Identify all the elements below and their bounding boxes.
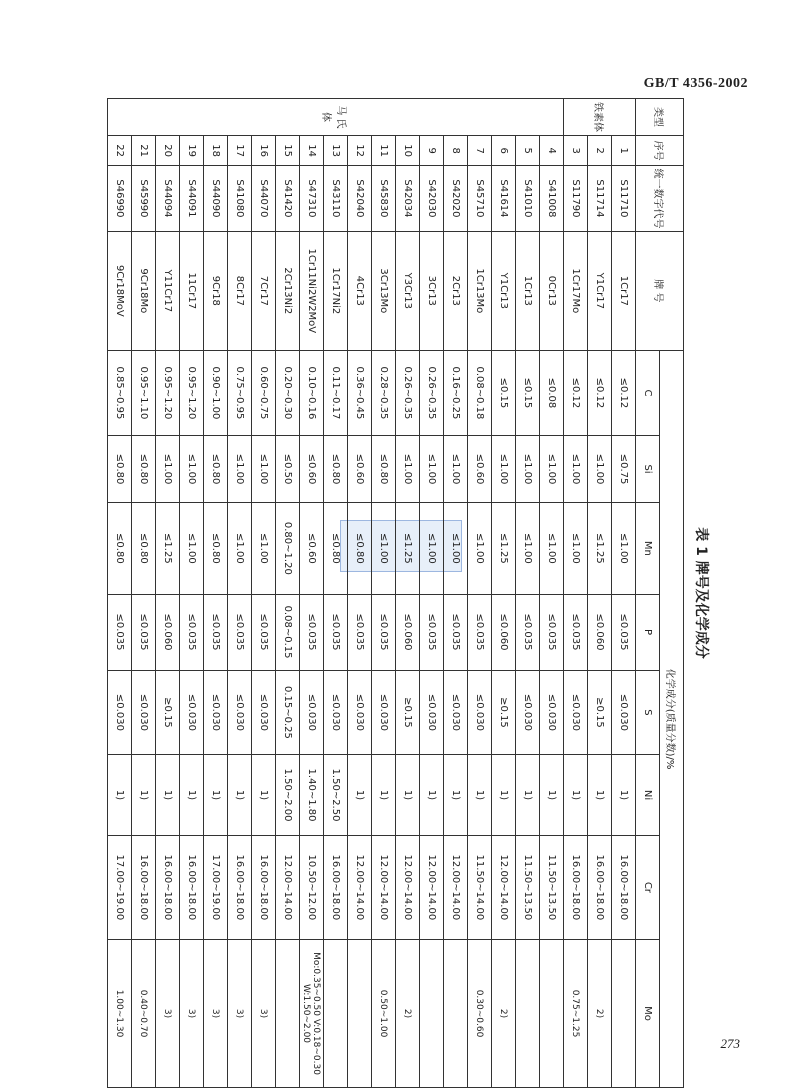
cell-p: ≤0.035 (420, 594, 444, 670)
table-row (108, 99, 132, 1088)
cell-mo (420, 940, 444, 1088)
cell-s: ≤0.030 (228, 670, 252, 755)
cell-code: S42020 (444, 166, 468, 231)
cell-mn: ≤1.00 (444, 503, 468, 594)
cell-c: 0.10~0.16 (300, 351, 324, 436)
cell-ni: 1) (444, 755, 468, 835)
table-row (372, 99, 396, 1088)
cell-seq: 2 (588, 135, 612, 165)
table-row (540, 99, 564, 1088)
cell-s: ≤0.030 (468, 670, 492, 755)
cell-cr: 16.00~18.00 (156, 835, 180, 939)
cell-grade: 11Cr17 (180, 231, 204, 351)
cell-code: S41614 (492, 166, 516, 231)
cell-p: ≤0.035 (612, 594, 636, 670)
col-ni: Ni (636, 755, 660, 835)
cell-code: S11790 (564, 166, 588, 231)
cell-code: S42034 (396, 166, 420, 231)
cell-cr: 16.00~18.00 (228, 835, 252, 939)
cell-c: 0.85~0.95 (108, 351, 132, 436)
cell-cr: 11.50~14.00 (468, 835, 492, 939)
cell-si: ≤1.00 (228, 435, 252, 502)
cell-ni: 1) (420, 755, 444, 835)
cell-seq: 13 (324, 135, 348, 165)
cell-cr: 12.00~14.00 (492, 835, 516, 939)
cell-s: ≤0.030 (324, 670, 348, 755)
cell-si: ≤0.75 (612, 435, 636, 502)
cell-p: ≤0.035 (444, 594, 468, 670)
cell-mn: ≤1.00 (612, 503, 636, 594)
category-martensitic: 马 氏 体 (108, 99, 564, 136)
cell-p: ≤0.060 (492, 594, 516, 670)
cell-grade: 8Cr17 (228, 231, 252, 351)
cell-si: ≤0.80 (372, 435, 396, 502)
cell-s: ≤0.030 (612, 670, 636, 755)
cell-ni: 1) (540, 755, 564, 835)
cell-p: ≤0.035 (372, 594, 396, 670)
cell-seq: 8 (444, 135, 468, 165)
cell-s: ≤0.030 (252, 670, 276, 755)
cell-grade: 1Cr17Mo (564, 231, 588, 351)
cell-p: ≤0.035 (468, 594, 492, 670)
cell-code: S11714 (588, 166, 612, 231)
cell-si: ≤1.00 (180, 435, 204, 502)
cell-si: ≤1.00 (564, 435, 588, 502)
cell-si: ≤1.00 (156, 435, 180, 502)
cell-s: ≤0.030 (420, 670, 444, 755)
cell-grade: 1Cr13Mo (468, 231, 492, 351)
cell-cr: 11.50~13.50 (516, 835, 540, 939)
cell-mn: ≤1.00 (180, 503, 204, 594)
cell-code: S42040 (348, 166, 372, 231)
cell-mo: 2) (396, 940, 420, 1088)
cell-s: ≤0.030 (540, 670, 564, 755)
cell-grade: 1Cr17Ni2 (324, 231, 348, 351)
cell-si: ≤1.00 (588, 435, 612, 502)
cell-mo (444, 940, 468, 1088)
cell-ni: 1.40~1.80 (300, 755, 324, 835)
cell-p: ≤0.035 (516, 594, 540, 670)
cell-code: S41008 (540, 166, 564, 231)
cell-c: 0.11~0.17 (324, 351, 348, 436)
table-row (564, 99, 588, 1088)
cell-cr: 10.50~12.00 (300, 835, 324, 939)
cell-c: 0.20~0.30 (276, 351, 300, 436)
cell-c: 0.95~1.10 (132, 351, 156, 436)
cell-mo (540, 940, 564, 1088)
cell-c: 0.95~1.20 (156, 351, 180, 436)
cell-mo: 2) (492, 940, 516, 1088)
table-row (252, 99, 276, 1088)
table-row (444, 99, 468, 1088)
cell-mo: 0.75~1.25 (564, 940, 588, 1088)
cell-cr: 12.00~14.00 (348, 835, 372, 939)
cell-mn: 0.80~1.20 (276, 503, 300, 594)
cell-si: ≤1.00 (396, 435, 420, 502)
cell-p: ≤0.035 (204, 594, 228, 670)
cell-c: ≤0.12 (564, 351, 588, 436)
cell-code: S45990 (132, 166, 156, 231)
standard-code: GB/T 4356-2002 (643, 76, 748, 91)
cell-c: 0.90~1.00 (204, 351, 228, 436)
cell-mn: ≤1.00 (372, 503, 396, 594)
cell-s: ≤0.030 (348, 670, 372, 755)
cell-p: ≤0.035 (228, 594, 252, 670)
cell-c: 0.16~0.25 (444, 351, 468, 436)
cell-code: S44090 (204, 166, 228, 231)
cell-si: ≤0.80 (324, 435, 348, 502)
cell-seq: 6 (492, 135, 516, 165)
table-row (228, 99, 252, 1088)
cell-grade: 9Cr18Mo (132, 231, 156, 351)
cell-si: ≤0.60 (348, 435, 372, 502)
cell-ni: 1) (468, 755, 492, 835)
cell-p: ≤0.035 (564, 594, 588, 670)
cell-seq: 15 (276, 135, 300, 165)
cell-seq: 7 (468, 135, 492, 165)
cell-seq: 5 (516, 135, 540, 165)
cell-ni: 1) (204, 755, 228, 835)
cell-mo: 0.30~0.60 (468, 940, 492, 1088)
cell-c: ≤0.12 (612, 351, 636, 436)
cell-si: ≤1.00 (444, 435, 468, 502)
cell-s: ≤0.030 (372, 670, 396, 755)
cell-c: ≤0.15 (492, 351, 516, 436)
cell-si: ≤1.00 (492, 435, 516, 502)
cell-mn: ≤1.25 (588, 503, 612, 594)
cell-p: ≤0.060 (588, 594, 612, 670)
cell-p: ≤0.035 (300, 594, 324, 670)
cell-seq: 17 (228, 135, 252, 165)
cell-mo: 3) (204, 940, 228, 1088)
cell-seq: 11 (372, 135, 396, 165)
cell-grade: 9Cr18MoV (108, 231, 132, 351)
cell-si: ≤0.80 (204, 435, 228, 502)
cell-c: 0.26~0.35 (420, 351, 444, 436)
cell-code: S41080 (228, 166, 252, 231)
cell-ni: 1) (132, 755, 156, 835)
cell-mo: 3) (156, 940, 180, 1088)
cell-code: S45830 (372, 166, 396, 231)
cell-si: ≤1.00 (516, 435, 540, 502)
cell-p: ≤0.035 (540, 594, 564, 670)
category-ferritic: 铁素体 (564, 99, 636, 136)
cell-s: ≤0.030 (180, 670, 204, 755)
cell-grade: 2Cr13 (444, 231, 468, 351)
cell-si: ≤0.50 (276, 435, 300, 502)
cell-s: ≥0.15 (396, 670, 420, 755)
cell-p: ≤0.035 (132, 594, 156, 670)
cell-grade: Y3Cr13 (396, 231, 420, 351)
cell-cr: 16.00~18.00 (612, 835, 636, 939)
cell-s: ≤0.030 (516, 670, 540, 755)
cell-grade: 3Cr13Mo (372, 231, 396, 351)
cell-p: ≤0.035 (348, 594, 372, 670)
cell-ni: 1) (252, 755, 276, 835)
cell-ni: 1) (564, 755, 588, 835)
cell-grade: 1Cr17 (612, 231, 636, 351)
cell-si: ≤1.00 (420, 435, 444, 502)
cell-mn: ≤0.80 (204, 503, 228, 594)
col-si: Si (636, 435, 660, 502)
col-category: 类型 (636, 99, 684, 136)
col-chem-group: 化学成分(质量分数)/% (660, 351, 684, 1088)
cell-mn: ≤1.00 (420, 503, 444, 594)
cell-cr: 16.00~18.00 (180, 835, 204, 939)
cell-s: ≥0.15 (492, 670, 516, 755)
cell-mo (348, 940, 372, 1088)
table-row (324, 99, 348, 1088)
cell-grade: Y11Cr17 (156, 231, 180, 351)
cell-cr: 16.00~18.00 (252, 835, 276, 939)
cell-code: S41010 (516, 166, 540, 231)
cell-seq: 22 (108, 135, 132, 165)
cell-cr: 12.00~14.00 (396, 835, 420, 939)
table-row (516, 99, 540, 1088)
table-row (348, 99, 372, 1088)
cell-ni: 1) (396, 755, 420, 835)
cell-ni: 1) (372, 755, 396, 835)
table-body (108, 99, 636, 1088)
cell-c: 0.26~0.35 (396, 351, 420, 436)
cell-s: ≥0.15 (156, 670, 180, 755)
cell-mo: 2) (588, 940, 612, 1088)
cell-ni: 1) (156, 755, 180, 835)
table-row (156, 99, 180, 1088)
cell-si: ≤1.00 (540, 435, 564, 502)
cell-mn: ≤0.80 (324, 503, 348, 594)
cell-mn: ≤1.00 (228, 503, 252, 594)
cell-p: ≤0.060 (396, 594, 420, 670)
table-row (588, 99, 612, 1088)
cell-c: 0.75~0.95 (228, 351, 252, 436)
cell-mn: ≤1.25 (156, 503, 180, 594)
cell-code: S45710 (468, 166, 492, 231)
cell-ni: 1) (516, 755, 540, 835)
cell-cr: 11.50~13.50 (540, 835, 564, 939)
cell-si: ≤0.60 (300, 435, 324, 502)
cell-mo (324, 940, 348, 1088)
col-c: C (636, 351, 660, 436)
cell-cr: 12.00~14.00 (372, 835, 396, 939)
cell-seq: 1 (612, 135, 636, 165)
cell-cr: 16.00~18.00 (588, 835, 612, 939)
cell-s: ≥0.15 (588, 670, 612, 755)
cell-p: ≤0.035 (108, 594, 132, 670)
cell-p: ≤0.060 (156, 594, 180, 670)
cell-seq: 18 (204, 135, 228, 165)
table-row (612, 99, 636, 1088)
cell-c: 0.95~1.20 (180, 351, 204, 436)
cell-grade: 1Cr11Ni2W2MoV (300, 231, 324, 351)
cell-p: ≤0.035 (252, 594, 276, 670)
table-row (180, 99, 204, 1088)
cell-cr: 12.00~14.00 (444, 835, 468, 939)
col-grade: 牌 号 (636, 231, 684, 351)
chemical-composition-table (107, 98, 684, 1088)
table-row (204, 99, 228, 1088)
cell-c: 0.36~0.45 (348, 351, 372, 436)
cell-grade: Y1Cr17 (588, 231, 612, 351)
cell-seq: 10 (396, 135, 420, 165)
cell-mn: ≤1.00 (564, 503, 588, 594)
cell-code: S43110 (324, 166, 348, 231)
cell-si: ≤0.80 (108, 435, 132, 502)
table-row (300, 99, 324, 1088)
cell-grade: Y1Cr13 (492, 231, 516, 351)
cell-s: ≤0.030 (444, 670, 468, 755)
cell-ni: 1) (228, 755, 252, 835)
cell-mn: ≤1.25 (492, 503, 516, 594)
col-p: P (636, 594, 660, 670)
cell-seq: 19 (180, 135, 204, 165)
cell-ni: 1) (588, 755, 612, 835)
cell-mo (276, 940, 300, 1088)
cell-s: 0.15~0.25 (276, 670, 300, 755)
cell-mo: 3) (228, 940, 252, 1088)
cell-cr: 17.00~19.00 (204, 835, 228, 939)
col-seq: 序号 (636, 135, 684, 165)
cell-s: ≤0.030 (300, 670, 324, 755)
cell-ni: 1) (612, 755, 636, 835)
cell-ni: 1.50~2.50 (324, 755, 348, 835)
cell-cr: 16.00~18.00 (324, 835, 348, 939)
cell-mo (612, 940, 636, 1088)
cell-mn: ≤0.60 (300, 503, 324, 594)
cell-c: ≤0.12 (588, 351, 612, 436)
cell-code: S42030 (420, 166, 444, 231)
table-title: 表 1 牌号及化学成分 (693, 527, 709, 659)
cell-cr: 17.00~19.00 (108, 835, 132, 939)
cell-mo: Mo:0.35~0.50 V:0.18~0.30 W:1.50~2.00 (300, 940, 324, 1088)
table-row (468, 99, 492, 1088)
cell-ni: 1) (108, 755, 132, 835)
cell-c: ≤0.08 (540, 351, 564, 436)
cell-si: ≤0.60 (468, 435, 492, 502)
cell-ni: 1) (180, 755, 204, 835)
cell-mn: ≤0.80 (348, 503, 372, 594)
cell-code: S44091 (180, 166, 204, 231)
cell-grade: 0Cr13 (540, 231, 564, 351)
cell-seq: 16 (252, 135, 276, 165)
table-row (420, 99, 444, 1088)
table-row (276, 99, 300, 1088)
table-row (132, 99, 156, 1088)
cell-seq: 14 (300, 135, 324, 165)
cell-grade: 9Cr18 (204, 231, 228, 351)
cell-si: ≤0.80 (132, 435, 156, 502)
cell-ni: 1.50~2.00 (276, 755, 300, 835)
cell-code: S11710 (612, 166, 636, 231)
cell-ni: 1) (348, 755, 372, 835)
cell-code: S46990 (108, 166, 132, 231)
cell-p: 0.08~0.15 (276, 594, 300, 670)
cell-mn: ≤1.25 (396, 503, 420, 594)
cell-mo (516, 940, 540, 1088)
cell-mo: 0.50~1.00 (372, 940, 396, 1088)
cell-s: ≤0.030 (132, 670, 156, 755)
cell-seq: 9 (420, 135, 444, 165)
cell-s: ≤0.030 (204, 670, 228, 755)
cell-grade: 4Cr13 (348, 231, 372, 351)
cell-s: ≤0.030 (108, 670, 132, 755)
cell-p: ≤0.035 (324, 594, 348, 670)
cell-mo: 0.40~0.70 (132, 940, 156, 1088)
cell-seq: 21 (132, 135, 156, 165)
cell-mo: 3) (252, 940, 276, 1088)
table-row (492, 99, 516, 1088)
col-mn: Mn (636, 503, 660, 594)
cell-code: S44070 (252, 166, 276, 231)
cell-mn: ≤0.80 (108, 503, 132, 594)
cell-mn: ≤1.00 (540, 503, 564, 594)
cell-seq: 12 (348, 135, 372, 165)
table-row (396, 99, 420, 1088)
cell-mn: ≤1.00 (516, 503, 540, 594)
col-s: S (636, 670, 660, 755)
cell-seq: 20 (156, 135, 180, 165)
cell-grade: 2Cr13Ni2 (276, 231, 300, 351)
cell-mn: ≤1.00 (468, 503, 492, 594)
cell-code: S47310 (300, 166, 324, 231)
col-code: 统一数字代号 (636, 166, 684, 231)
cell-seq: 3 (564, 135, 588, 165)
cell-code: S41420 (276, 166, 300, 231)
cell-cr: 12.00~14.00 (276, 835, 300, 939)
col-mo: Mo (636, 940, 660, 1088)
cell-seq: 4 (540, 135, 564, 165)
cell-mn: ≤1.00 (252, 503, 276, 594)
cell-mo: 3) (180, 940, 204, 1088)
cell-mn: ≤0.80 (132, 503, 156, 594)
cell-mo: 1.00~1.30 (108, 940, 132, 1088)
cell-grade: 3Cr13 (420, 231, 444, 351)
cell-grade: 1Cr13 (516, 231, 540, 351)
cell-c: 0.28~0.35 (372, 351, 396, 436)
rotated-table-area (112, 98, 712, 1088)
cell-cr: 16.00~18.00 (132, 835, 156, 939)
cell-c: 0.60~0.75 (252, 351, 276, 436)
cell-p: ≤0.035 (180, 594, 204, 670)
cell-c: 0.08~0.18 (468, 351, 492, 436)
cell-grade: 7Cr17 (252, 231, 276, 351)
cell-cr: 12.00~14.00 (420, 835, 444, 939)
cell-c: ≤0.15 (516, 351, 540, 436)
cell-code: S44094 (156, 166, 180, 231)
page-number: 273 (720, 1036, 740, 1051)
cell-si: ≤1.00 (252, 435, 276, 502)
cell-cr: 16.00~18.00 (564, 835, 588, 939)
col-cr: Cr (636, 835, 660, 939)
cell-s: ≤0.030 (564, 670, 588, 755)
cell-ni: 1) (492, 755, 516, 835)
